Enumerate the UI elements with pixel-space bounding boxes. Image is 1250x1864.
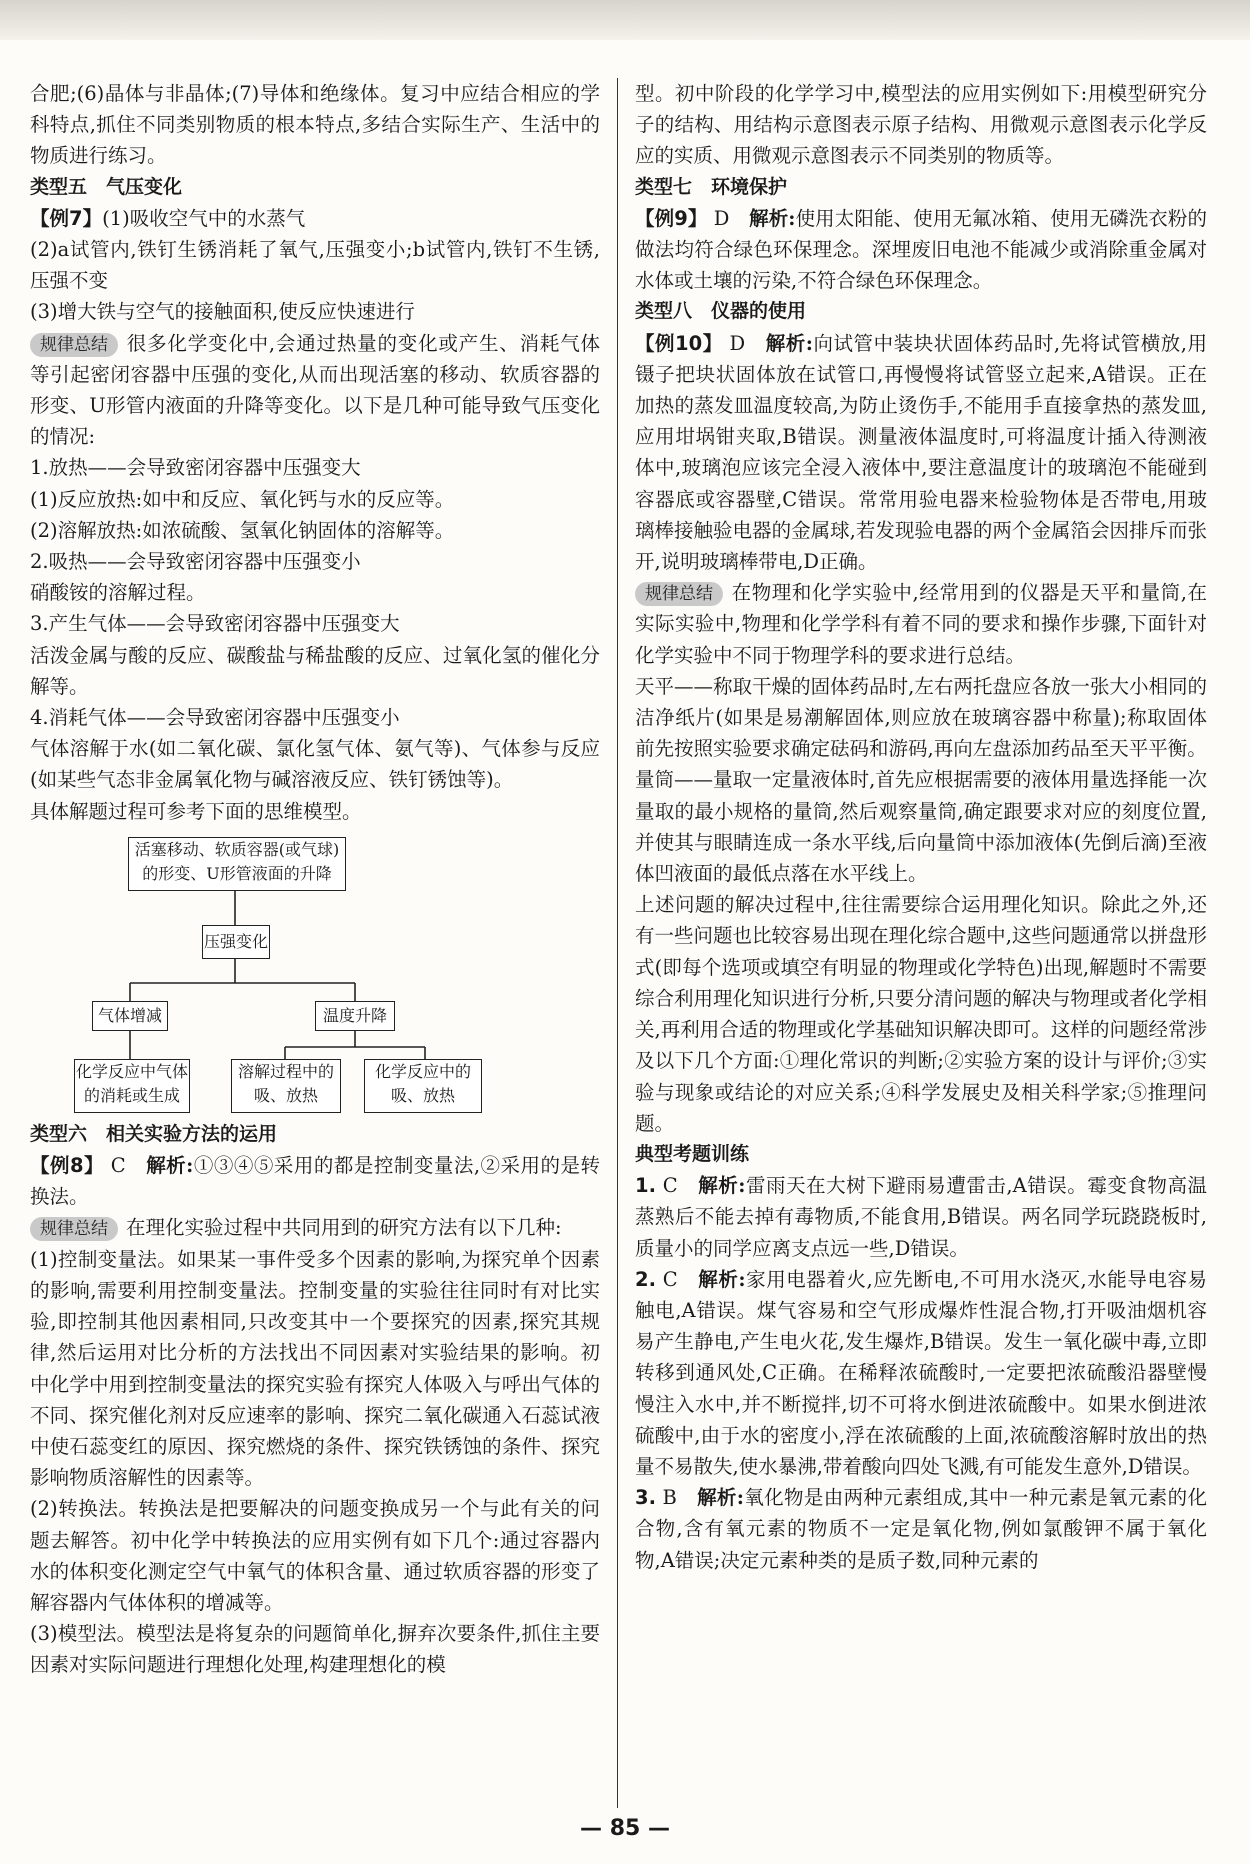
left-column [30, 78, 600, 1681]
question3-number: 3. [635, 1486, 656, 1510]
type7-heading: 类型七 环境保护 [635, 175, 788, 198]
extra-text: 上述问题的解决过程中,往往需要综合运用理化知识。除此之外,还有一些问题也比较容易出现在理化综合题中,这些问题通常以拼盘形式(即每个选项或填空有明显的物理或化学特色)出现,解题时不需要综合利用理化知识进行分析,只要分清问题的解决与物理或者化学相关,再利用合适的物理或化学基础知识解决即可。这样的问题经常涉及以下几个方面:①理化常识的判断;②实验方案的设计与评价;③实验与现象或结论的对应关系;④科学发展史及相关科学家;⑤推理问题。 [635, 893, 1207, 1135]
pressure-item1: 1.放热——会导致密闭容器中压强变大 [30, 456, 361, 480]
model-intro: 具体解题过程可参考下面的思维模型。 [30, 799, 362, 823]
summary7-text: 很多化学变化中,会通过热量的变化或产生、消耗气体等引起密闭容器中压强的变化,从而出现活塞的移动、软质容器的形变、U形管内液面的升降等变化。以下是几种可能导致气压变化的情况: [30, 331, 600, 449]
question2-number: 2. [635, 1267, 656, 1291]
summary8-text: 在理化实验过程中共同用到的研究方法有以下几种: [126, 1216, 562, 1240]
question1-answer: C [662, 1174, 678, 1198]
column-divider [617, 78, 618, 1808]
example9-jiexi: 解析: [749, 206, 796, 230]
method1-text: (1)控制变量法。如果某一事件受多个因素的影响,为探究单个因素的影响,需要利用控制变量法。控制变量的实验往往同时有对比实验,即控制其他因素相同,只改变其中一个要探究的因素,探究其规律,然后运用对比分析的方法找出不同因素对实验结果的影响。初中化学中用到控制变量法的探究实验有探究人体吸入与呼出气体的不同、探究催化剂对反应速率的影响、探究二氧化碳通入石蕊试液中使石蕊变红的原因、探究燃烧的条件、探究铁锈蚀的条件、探究影响物质溶解性的因素等。 [30, 1247, 600, 1490]
example10-jiexi: 解析: [765, 331, 813, 355]
summary10-text: 在物理和化学实验中,经常用到的仪器是天平和量筒,在实际实验中,物理和化学学科有着不同的要求和操作步骤,下面针对化学实验中不同于物理学科的要求进行总结。 [635, 581, 1207, 667]
method2-text: (2)转换法。转换法是把要解决的问题变换成另一个与此有关的问题去解答。初中化学中转换法的应用实例有如下几个:通过容器内水的体积变化测定空气中氧气的体积含量、通过软质容器的形变了解容器内气体体积的增减等。 [30, 1497, 600, 1614]
pressure-item1a: (1)反应放热:如中和反应、氧化钙与水的反应等。 [30, 487, 455, 511]
pressure-item2: 2.吸热——会导致密闭容器中压强变小 [30, 550, 361, 574]
page-number: — 85 — [580, 1816, 670, 1841]
question2-jiexi: 解析: [698, 1267, 746, 1291]
flow-bottom-box3: 化学反应中的吸、放热 [364, 1059, 482, 1113]
example7-part2: (2)a试管内,铁钉生锈消耗了氧气,压强变小;b试管内,铁钉不生锈,压强不变 [30, 238, 600, 293]
model-method-continued: 型。初中阶段的化学学习中,模型法的应用实例如下:用模型研究分子的结构、用结构示意图表示原子结构、用微观示意图表示化学反应的实质、用微观示意图表示不同类别的物质等。 [635, 82, 1207, 168]
pressure-item1b: (2)溶解放热:如浓硫酸、氢氧化钠固体的溶解等。 [30, 518, 455, 542]
pressure-item3: 3.产生气体——会导致密闭容器中压强变大 [30, 612, 400, 636]
pressure-item2a: 硝酸铵的溶解过程。 [30, 581, 206, 605]
flow-gas-box: 气体增减 [92, 1001, 168, 1031]
right-column [635, 78, 1207, 1576]
pressure-item3a: 活泼金属与酸的反应、碳酸盐与稀盐酸的反应、过氧化氢的催化分解等。 [30, 643, 600, 698]
example8-answer: C [110, 1154, 126, 1178]
training-heading: 典型考题训练 [635, 1142, 750, 1165]
method3-text: (3)模型法。模型法是将复杂的问题简单化,摒弃次要条件,抓住主要因素对实际问题进行理想化处理,构建理想化的模 [30, 1622, 600, 1677]
example8-paragraph [30, 1150, 600, 1212]
flow-temp-box: 温度升降 [315, 1001, 395, 1031]
flow-bottom-box1: 化学反应中气体的消耗或生成 [74, 1059, 190, 1113]
pressure-flowchart [30, 833, 600, 1105]
question1-number: 1. [635, 1174, 656, 1198]
example7-part3: (3)增大铁与空气的接触面积,使反应快速进行 [30, 300, 415, 324]
flow-bottom-box2: 溶解过程中的吸、放热 [231, 1059, 341, 1113]
example8-label: 【例8】 [30, 1154, 105, 1178]
summary7-badge: 规律总结 [30, 333, 118, 357]
example7-label: 【例7】 [30, 206, 103, 230]
question3-text: 氧化物是由两种元素组成,其中一种元素是氧元素的化合物,含有氧元素的物质不一定是氧化物,例如氯酸钾不属于氧化物,A错误;决定元素种类的是质子数,同种元素的 [635, 1486, 1207, 1572]
example10-text: 向试管中装块状固体药品时,先将试管横放,用镊子把块状固体放在试管口,再慢慢将试管竖立起来,A错误。正在加热的蒸发皿温度较高,为防止烫伤手,不能用手直接拿热的蒸发皿,应用坩埚钳夹取,B错误。测量液体温度时,可将温度计插入待测液体中,玻璃泡应该完全浸入液体中,要注意温度计的玻璃泡不能碰到容器底或容器壁,C错误。常常用验电器来检验物体是否带电,用玻璃棒接触验电器的金属球,若发现验电器的两个金属箔会因排斥而张开,说明玻璃棒带电,D正确。 [635, 331, 1207, 574]
flow-top-box: 活塞移动、软质容器(或气球)的形变、U形管液面的升降 [128, 837, 346, 891]
summary10-paragraph [635, 577, 1207, 671]
example10-label: 【例10】 [635, 331, 723, 355]
cylinder-text: 量筒——量取一定量液体时,首先应根据需要的液体用量选择能一次量取的最小规格的量筒,然后观察量筒,确定跟要求对应的刻度位置,并使其与眼睛连成一条水平线,后向量筒中添加液体(先倒后滴)至液体凹液面的最低点落在水平线上。 [635, 768, 1207, 886]
example10-paragraph [635, 328, 1207, 578]
example9-paragraph [635, 203, 1207, 297]
example9-text: 使用太阳能、使用无氟冰箱、使用无磷洗衣粉的做法均符合绿色环保理念。深埋废旧电池不能减少或消除重金属对水体或土壤的污染,不符合绿色环保理念。 [635, 206, 1207, 293]
question3-answer: B [662, 1486, 677, 1510]
example8-jiexi: 解析: [146, 1154, 194, 1178]
flow-pressure-box: 压强变化 [202, 925, 270, 959]
question3-jiexi: 解析: [697, 1486, 744, 1510]
type8-heading: 类型八 仪器的使用 [635, 300, 807, 323]
summary7-paragraph [30, 328, 600, 453]
question3-paragraph [635, 1482, 1207, 1576]
question2-paragraph [635, 1264, 1207, 1482]
example9-label: 【例9】 [635, 206, 708, 230]
summary8-badge: 规律总结 [30, 1217, 118, 1241]
example10-answer: D [729, 331, 746, 355]
question1-paragraph [635, 1170, 1207, 1264]
example8-text: ①③④⑤采用的都是控制变量法,②采用的是转换法。 [30, 1154, 601, 1209]
pressure-item4a: 气体溶解于水(如二氧化碳、氯化氢气体、氨气等)、气体参与反应(如某些气态非金属氧化物与碱溶液反应、铁钉锈蚀等)。 [30, 737, 600, 792]
top-scan-band [0, 0, 1250, 40]
question2-text: 家用电器着火,应先断电,不可用水浇灭,水能导电容易触电,A错误。煤气容易和空气形成爆炸性混合物,打开吸油烟机容易产生静电,产生电火花,发生爆炸,B错误。发生一氧化碳中毒,立即转移到通风处,C正确。在稀释浓硫酸时,一定要把浓硫酸沿器壁慢慢注入水中,并不断搅拌,切不可将水倒进浓硫酸中。如果水倒进浓硫酸中,由于水的密度小,浮在浓硫酸的上面,浓硫酸溶解时放出的热量不易散失,使水暴沸,带着酸向四处飞溅,有可能发生意外,D错误。 [635, 1267, 1207, 1478]
example7-part1 [30, 203, 600, 234]
summary8-paragraph [30, 1212, 600, 1243]
question1-text: 雷雨天在大树下避雨易遭雷击,A错误。霉变食物高温蒸熟后不能去掉有毒物质,不能食用,B错误。两名同学玩跷跷板时,质量小的同学应离支点远一些,D错误。 [635, 1174, 1207, 1260]
example9-answer: D [713, 206, 730, 230]
question1-jiexi: 解析: [698, 1174, 746, 1198]
balance-text: 天平——称取干燥的固体药品时,左右两托盘应各放一张大小相同的洁净纸片(如果是易潮解固体,则应放在玻璃容器中称量);称取固体前先按照实验要求确定砝码和游码,再向左盘添加药品至天平平衡。 [635, 674, 1207, 761]
question2-answer: C [662, 1267, 678, 1291]
intro-text: 合肥;(6)晶体与非晶体;(7)导体和绝缘体。复习中应结合相应的学科特点,抓住不同类别物质的根本特点,多结合实际生产、生活中的物质进行练习。 [30, 82, 600, 168]
summary10-badge: 规律总结 [635, 582, 723, 606]
pressure-item4: 4.消耗气体——会导致密闭容器中压强变小 [30, 706, 400, 730]
example7-answer1: (1)吸收空气中的水蒸气 [102, 206, 306, 230]
type5-heading: 类型五 气压变化 [30, 175, 183, 198]
type6-heading: 类型六 相关实验方法的运用 [30, 1122, 278, 1145]
